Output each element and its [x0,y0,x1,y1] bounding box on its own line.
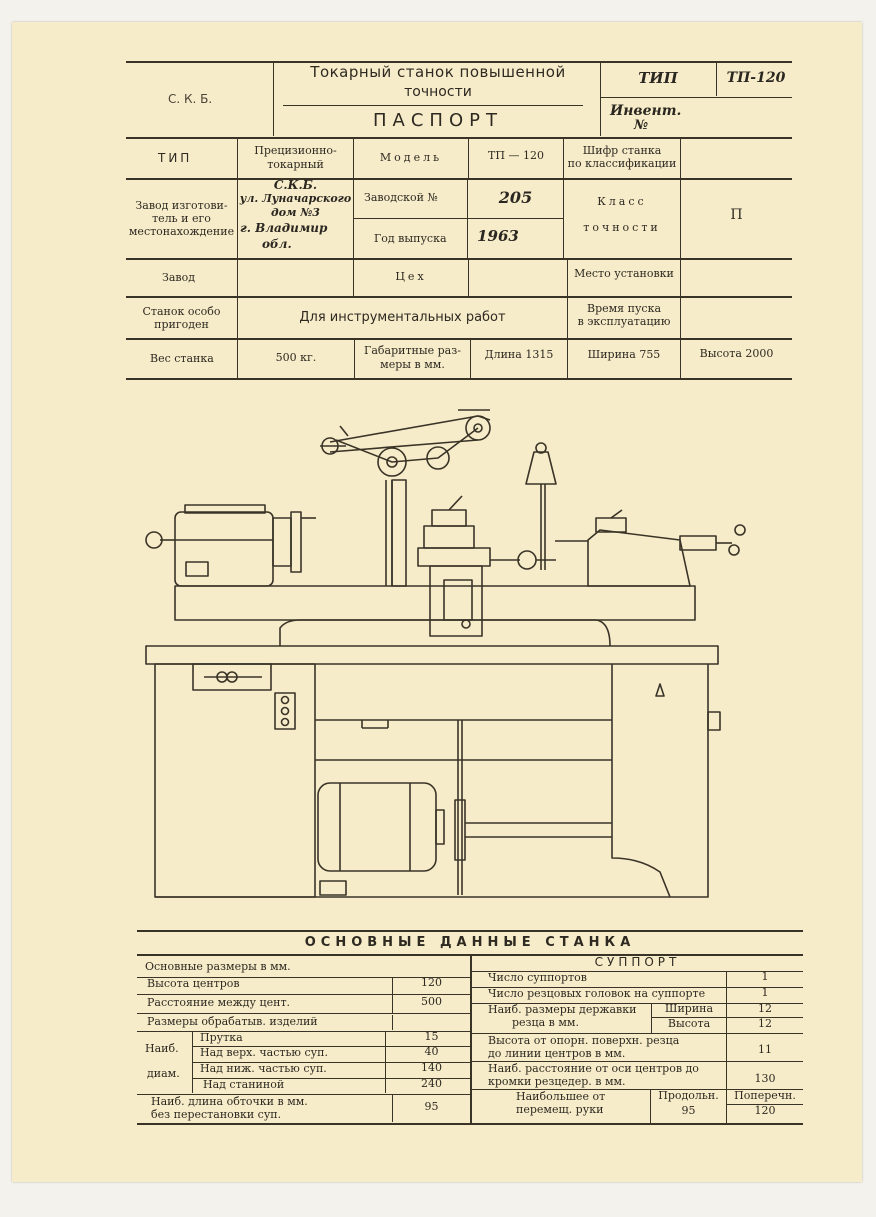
between-centers-value: 500 [421,995,442,1008]
travel-label-1: Наибольшее от [516,1090,606,1103]
tailstock [588,530,690,586]
motor [318,783,436,871]
tip-label: ТИП [638,69,678,87]
between-centers-label: Расстояние между цент. [147,996,291,1009]
class-label-1: Класс [597,195,647,208]
suited-label-2: пригоден [154,318,209,331]
class-value: П [730,207,743,223]
over-bed-value: 240 [421,1077,442,1090]
document-type: ПАСПОРТ [373,110,503,131]
factory-label-3: местонахождение [128,225,235,238]
support-title: СУППОРТ [594,955,681,969]
heads-label: Число резцовых головок на суппорте [488,987,706,1000]
bench-top [146,646,718,664]
support-height-label-1: Высота от опорн. поверхн. резца [488,1034,680,1047]
start-label-1: Время пуска [586,302,662,315]
class-label-2: точности [583,221,661,234]
axis-dist-label-1: Наиб. расстояние от оси центров до [488,1062,699,1075]
factory-handwritten-4: г. Владимир [240,221,328,235]
org-label: С. К. Б. [168,92,213,106]
page-title-line2: точности [404,84,472,100]
rod-value: 15 [424,1030,439,1043]
weight-value: 500 кг. [275,351,317,364]
turn-length-value: 95 [424,1100,439,1113]
over-upper-value: 40 [424,1045,439,1058]
workpiece-dims-label: Размеры обрабатыв. изделий [147,1015,318,1028]
spec-tip-label: ТИП [158,151,193,165]
length-value: Длина 1315 [484,348,554,361]
year-label: Год выпуска [374,232,447,245]
main-data-title: ОСНОВНЫЕ ДАННЫЕ СТАНКА [304,935,636,950]
support-height-label-2: до линии центров в мм. [488,1047,626,1060]
carriage [418,548,490,566]
holder-height-label: Высота [667,1017,711,1030]
cross-label: Поперечн. [734,1089,796,1102]
over-upper-label: Над верх. частью суп. [200,1046,328,1059]
center-height-label: Высота центров [147,977,240,990]
inventory-label: Инвент. [610,103,682,119]
place-label: Место установки [574,267,674,280]
start-label-2: в эксплуатацию [577,315,671,328]
holder-height-value: 12 [758,1017,772,1030]
tip-value: ТП-120 [726,70,786,86]
headstock [175,512,273,586]
cross-value: 120 [754,1104,776,1117]
over-lower-label: Над ниж. частью суп. [200,1062,327,1075]
factory-handwritten-1: С.К.Б. [273,178,318,192]
factory-handwritten-3: дом №3 [271,206,320,219]
turn-length-label-2: без перестановки суп. [151,1108,282,1121]
basic-dims-label: Основные размеры в мм. [145,960,291,973]
plant-label: Завод [162,271,195,284]
inventory-number-sign: № [634,118,649,133]
page-title-line1: Токарный станок повышенной [310,63,566,81]
model-label: Модель [379,151,443,164]
longitudinal-value: 95 [681,1104,696,1117]
holder-width-value: 12 [758,1002,772,1015]
suited-value: Для инструментальных работ [299,310,506,325]
spec-tip-value-1: Прецизионно- [254,144,337,157]
center-height-value: 120 [421,976,442,989]
left-cabinet [155,664,315,897]
serial-value: 205 [498,188,533,207]
max-diam-label-2: диам. [147,1067,180,1080]
factory-label-2: тель и его [152,212,211,225]
lamp [526,452,556,484]
over-bed-label: Над станиной [203,1078,285,1091]
width-value: Ширина 755 [587,348,661,361]
axis-dist-label-2: кромки резцедер. в мм. [488,1075,626,1088]
heads-value: 1 [761,986,769,999]
height-value: Высота 2000 [699,347,774,360]
shop-label: Цех [395,270,427,283]
carriages-value: 1 [761,970,769,983]
factory-handwritten-2: ул. Луначарского [239,192,352,205]
over-lower-value: 140 [421,1061,442,1074]
spec-tip-value-2: токарный [267,158,324,171]
dims-label-2: меры в мм. [380,358,445,371]
max-diam-label-1: Наиб. [145,1042,179,1055]
cipher-label-1: Шифр станка [582,144,662,157]
suited-label-1: Станок особо [142,305,221,318]
factory-handwritten-5: обл. [262,237,292,251]
factory-label-1: Завод изготови- [135,199,228,212]
serial-label: Заводской № [364,191,438,204]
right-cabinet [612,664,708,897]
dims-label-1: Габаритные раз- [364,344,461,357]
holder-width-label: Ширина [664,1002,714,1015]
longitudinal-label: Продольн. [658,1089,719,1102]
axis-dist-value: 130 [754,1072,776,1085]
weight-label: Вес станка [150,352,214,365]
carriages-label: Число суппортов [488,971,587,984]
model-value: ТП — 120 [488,149,544,162]
rod-label: Прутка [200,1031,243,1044]
turn-length-label-1: Наиб. длина обточки в мм. [151,1095,308,1108]
lathe-bed [175,586,695,620]
year-value: 1963 [477,227,519,245]
cipher-label-2: по классификации [567,157,677,170]
support-height-value: 11 [758,1043,772,1056]
travel-label-2: перемещ. руки [516,1103,604,1116]
holder-label-1: Наиб. размеры державки [488,1003,637,1016]
holder-label-2: резца в мм. [512,1016,579,1029]
